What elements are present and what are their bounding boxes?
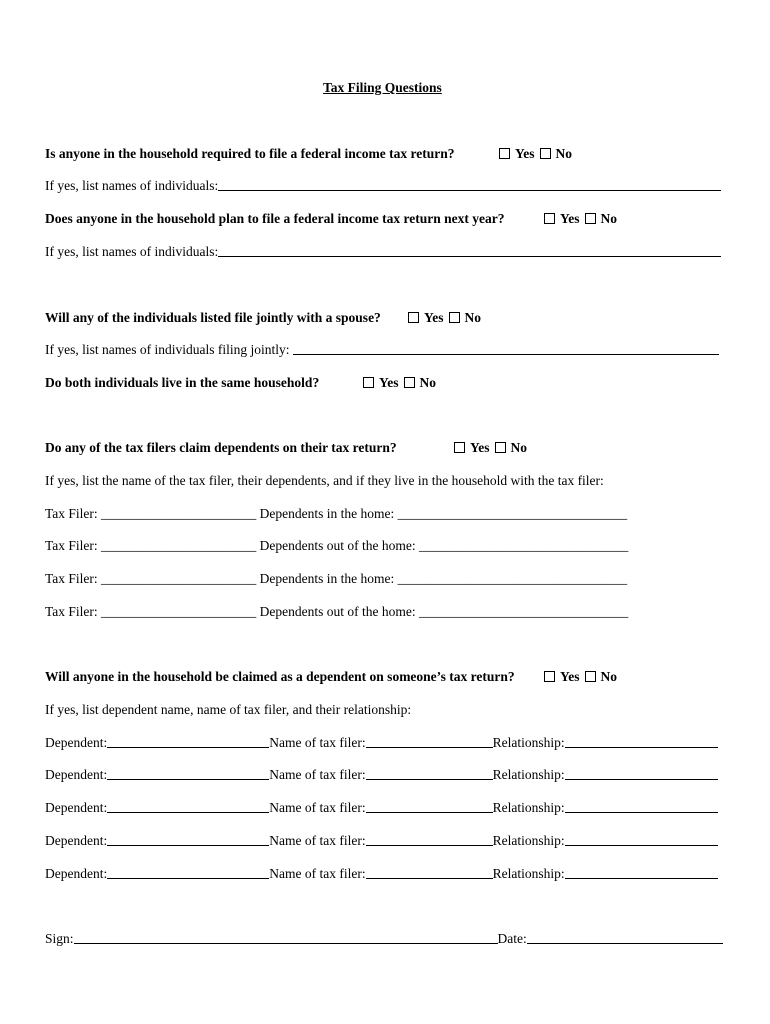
question-federal-return: Is anyone in the household required to file a federal income tax return? bbox=[45, 146, 455, 161]
checkbox-no[interactable] bbox=[585, 671, 596, 682]
no-label: No bbox=[510, 440, 527, 455]
sign-label: Sign: bbox=[45, 931, 74, 946]
yes-label: Yes bbox=[379, 375, 399, 390]
dependents-label: Dependents in the home: __________________________________ bbox=[259, 506, 628, 521]
checkbox-yes[interactable] bbox=[363, 377, 374, 388]
tax-filer-row[interactable] bbox=[45, 604, 628, 620]
tax-filer-name-label: Name of tax filer: bbox=[269, 767, 366, 782]
yes-label: Yes bbox=[560, 669, 580, 684]
checkbox-yes[interactable] bbox=[454, 442, 465, 453]
relationship-label: Relationship: bbox=[492, 866, 565, 881]
no-label: No bbox=[600, 669, 617, 684]
q5-options bbox=[454, 440, 527, 459]
date-label: Date: bbox=[497, 931, 527, 946]
dependent-field[interactable] bbox=[107, 812, 269, 813]
dependent-label: Dependent: bbox=[45, 767, 108, 782]
dependent-field[interactable] bbox=[107, 747, 269, 748]
q1-names-field[interactable] bbox=[218, 190, 721, 191]
checkbox-yes[interactable] bbox=[544, 671, 555, 682]
date-field[interactable] bbox=[527, 943, 723, 944]
question-next-year-return: Does anyone in the household plan to file a federal income tax return next year? bbox=[45, 211, 505, 226]
yes-label: Yes bbox=[424, 310, 444, 325]
relationship-field[interactable] bbox=[565, 779, 718, 780]
checkbox-no[interactable] bbox=[449, 312, 460, 323]
q2-followup-row bbox=[45, 244, 721, 260]
relationship-label: Relationship: bbox=[492, 767, 565, 782]
tax-filer-label: Tax Filer: _______________________ bbox=[45, 506, 257, 521]
dependent-row bbox=[45, 800, 718, 816]
q1-options bbox=[499, 146, 572, 165]
tax-filer-name-field[interactable] bbox=[366, 878, 493, 879]
yes-label: Yes bbox=[470, 440, 490, 455]
dependent-row bbox=[45, 866, 718, 882]
q3-followup-row bbox=[45, 342, 719, 358]
tax-filer-name-label: Name of tax filer: bbox=[269, 833, 366, 848]
dependents-label: Dependents out of the home: _______________________________ bbox=[259, 604, 629, 619]
dependents-label: Dependents out of the home: _______________________________ bbox=[259, 538, 629, 553]
tax-filer-name-field[interactable] bbox=[366, 845, 493, 846]
dependent-label: Dependent: bbox=[45, 800, 108, 815]
checkbox-yes[interactable] bbox=[544, 213, 555, 224]
question-file-jointly: Will any of the individuals listed file jointly with a spouse? bbox=[45, 310, 381, 325]
checkbox-no[interactable] bbox=[540, 148, 551, 159]
q2-followup-label: If yes, list names of individuals: bbox=[45, 244, 219, 259]
dependent-row bbox=[45, 767, 718, 783]
question-same-household: Do both individuals live in the same household? bbox=[45, 375, 320, 390]
checkbox-no[interactable] bbox=[495, 442, 506, 453]
no-label: No bbox=[419, 375, 436, 390]
signature-field[interactable] bbox=[74, 943, 498, 944]
no-label: No bbox=[600, 211, 617, 226]
dependent-row bbox=[45, 735, 718, 751]
q6-followup-label: If yes, list dependent name, name of tax filer, and their relationship: bbox=[45, 702, 412, 717]
checkbox-yes[interactable] bbox=[499, 148, 510, 159]
tax-filer-row[interactable] bbox=[45, 506, 627, 522]
tax-filer-name-label: Name of tax filer: bbox=[269, 800, 366, 815]
tax-filer-name-label: Name of tax filer: bbox=[269, 735, 366, 750]
question-claimed-as-dependent: Will anyone in the household be claimed as a dependent on someone’s tax return? bbox=[45, 669, 515, 684]
dependent-label: Dependent: bbox=[45, 866, 108, 881]
checkbox-yes[interactable] bbox=[408, 312, 419, 323]
relationship-field[interactable] bbox=[565, 878, 718, 879]
tax-filer-row[interactable] bbox=[45, 571, 627, 587]
relationship-field[interactable] bbox=[565, 747, 718, 748]
q6-options bbox=[544, 669, 617, 688]
yes-label: Yes bbox=[560, 211, 580, 226]
tax-filer-row[interactable] bbox=[45, 538, 628, 554]
tax-filer-label: Tax Filer: _______________________ bbox=[45, 604, 257, 619]
dependent-label: Dependent: bbox=[45, 833, 108, 848]
relationship-label: Relationship: bbox=[492, 735, 565, 750]
relationship-label: Relationship: bbox=[492, 800, 565, 815]
question-claim-dependents: Do any of the tax filers claim dependents on their tax return? bbox=[45, 440, 397, 455]
tax-filer-label: Tax Filer: _______________________ bbox=[45, 571, 257, 586]
checkbox-no[interactable] bbox=[585, 213, 596, 224]
signature-row bbox=[45, 931, 723, 947]
dependent-label: Dependent: bbox=[45, 735, 108, 750]
tax-filer-name-field[interactable] bbox=[366, 779, 493, 780]
dependent-field[interactable] bbox=[107, 779, 269, 780]
no-label: No bbox=[555, 146, 572, 161]
tax-filer-name-label: Name of tax filer: bbox=[269, 866, 366, 881]
dependent-field[interactable] bbox=[107, 845, 269, 846]
tax-filer-name-field[interactable] bbox=[366, 747, 493, 748]
dependents-label: Dependents in the home: __________________________________ bbox=[259, 571, 628, 586]
checkbox-no[interactable] bbox=[404, 377, 415, 388]
yes-label: Yes bbox=[515, 146, 535, 161]
q4-options bbox=[363, 375, 436, 394]
q1-followup-label: If yes, list names of individuals: bbox=[45, 178, 219, 193]
q2-names-field[interactable] bbox=[218, 256, 721, 257]
q5-followup-label: If yes, list the name of the tax filer, their dependents, and if they live in the household with the tax filer: bbox=[45, 473, 604, 488]
q2-options bbox=[544, 211, 617, 230]
no-label: No bbox=[464, 310, 481, 325]
q3-names-field[interactable] bbox=[293, 354, 719, 355]
q1-followup-row bbox=[45, 178, 721, 194]
relationship-field[interactable] bbox=[565, 845, 718, 846]
page-title: Tax Filing Questions bbox=[323, 80, 442, 95]
dependent-field[interactable] bbox=[107, 878, 269, 879]
dependent-row bbox=[45, 833, 718, 849]
relationship-label: Relationship: bbox=[492, 833, 565, 848]
q3-followup-label: If yes, list names of individuals filing jointly: bbox=[45, 342, 290, 357]
relationship-field[interactable] bbox=[565, 812, 718, 813]
tax-filer-name-field[interactable] bbox=[366, 812, 493, 813]
tax-filer-label: Tax Filer: _______________________ bbox=[45, 538, 257, 553]
q3-options bbox=[408, 310, 481, 329]
